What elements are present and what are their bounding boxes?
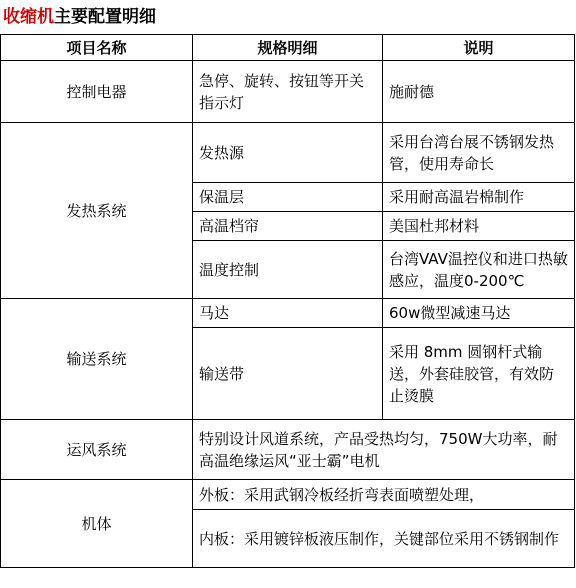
header-spec: 规格明细 bbox=[193, 35, 383, 61]
document-title bbox=[0, 0, 576, 34]
desc-insulation: 采用耐高温岩棉制作 bbox=[383, 183, 575, 212]
desc-motor: 60w微型减速马达 bbox=[383, 299, 575, 328]
desc-body-inner: 内板：采用镀锌板液压制作，关键部位采用不锈钢制作 bbox=[193, 510, 575, 568]
desc-belt: 采用 8mm 圆钢杆式输送，外套硅胶管，有效防止烫膜 bbox=[383, 328, 575, 420]
spec-heat-source: 发热源 bbox=[193, 123, 383, 183]
row-name-body: 机体 bbox=[1, 480, 193, 568]
title-rest: 主要配置明细 bbox=[54, 7, 156, 27]
table-row bbox=[1, 61, 575, 123]
spec-motor: 马达 bbox=[193, 299, 383, 328]
desc-temp-control: 台湾VAV温控仪和进口热敏感应，温度0-200℃ bbox=[383, 241, 575, 299]
desc-control: 施耐德 bbox=[383, 61, 575, 123]
desc-wind: 特别设计风道系统，产品受热均匀，750W大功率，耐高温绝缘运风“亚士霸”电机 bbox=[193, 420, 575, 480]
spec-control: 急停、旋转、按钮等开关指示灯 bbox=[193, 61, 383, 123]
header-item-name: 项目名称 bbox=[1, 35, 193, 61]
header-desc: 说明 bbox=[383, 35, 575, 61]
row-name-convey: 输送系统 bbox=[1, 299, 193, 420]
spec-insulation: 保温层 bbox=[193, 183, 383, 212]
row-name-control: 控制电器 bbox=[1, 61, 193, 123]
desc-body-outer: 外板：采用武钢冷板经折弯表面喷塑处理， bbox=[193, 480, 575, 510]
table-row bbox=[1, 480, 575, 510]
spec-curtain: 高温档帘 bbox=[193, 212, 383, 241]
header-row bbox=[1, 35, 575, 61]
table-row bbox=[1, 420, 575, 480]
title-product: 收缩机 bbox=[3, 7, 54, 27]
desc-heat-source: 采用台湾台展不锈钢发热管，使用寿命长 bbox=[383, 123, 575, 183]
row-name-heat: 发热系统 bbox=[1, 123, 193, 299]
spec-temp-control: 温度控制 bbox=[193, 241, 383, 299]
table-row bbox=[1, 123, 575, 183]
config-table bbox=[0, 34, 575, 568]
row-name-wind: 运风系统 bbox=[1, 420, 193, 480]
spec-belt: 输送带 bbox=[193, 328, 383, 420]
table-row bbox=[1, 299, 575, 328]
desc-curtain: 美国杜邦材料 bbox=[383, 212, 575, 241]
